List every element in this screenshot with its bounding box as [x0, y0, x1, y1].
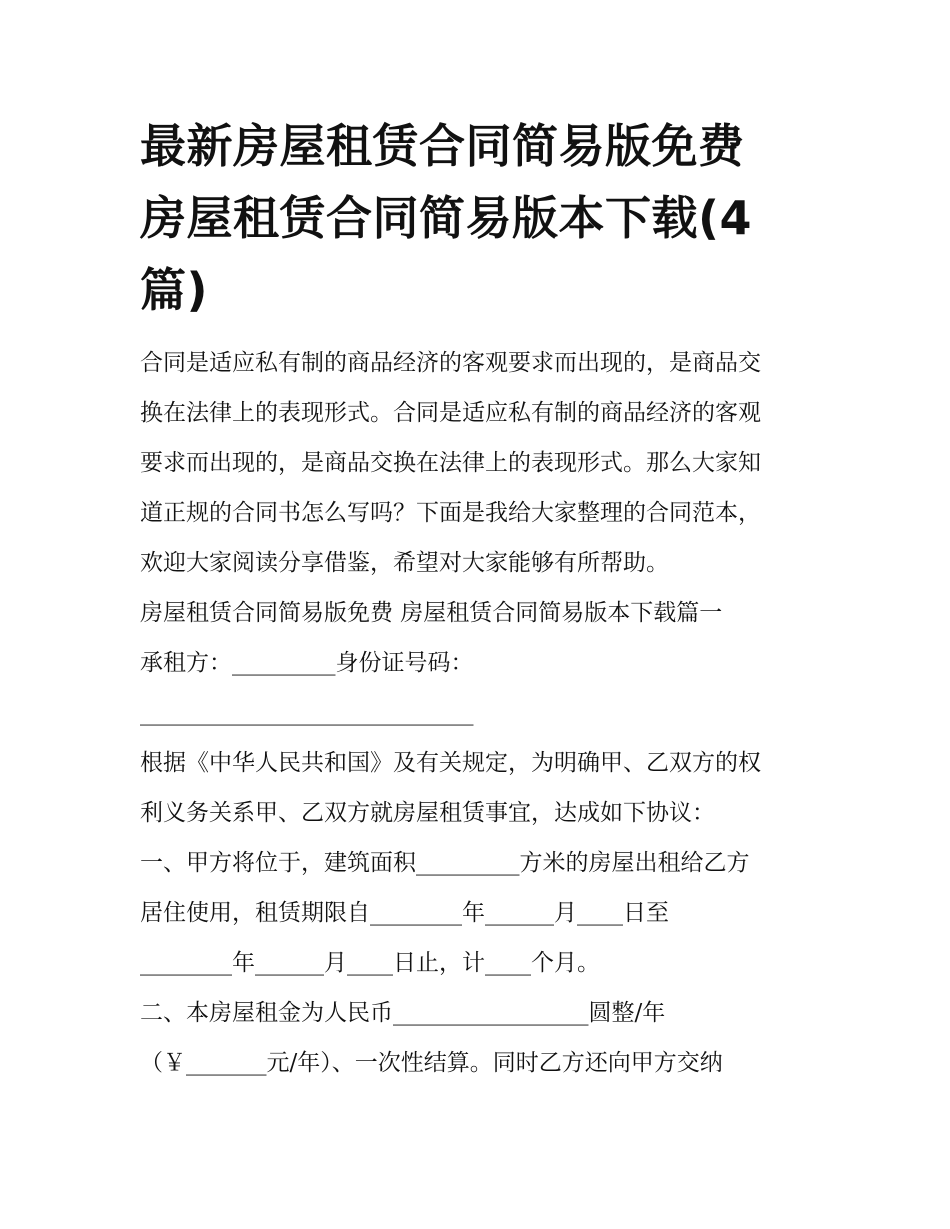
clause-line: ________年______月____日止，计____个月。	[140, 950, 600, 976]
tenant-line: 承租方：_________身份证号码：	[140, 650, 474, 676]
intro-line: 换在法律上的表现形式。合同是适应私有制的商品经济的客观	[140, 400, 761, 426]
document-page	[140, 110, 820, 1088]
intro-paragraph	[140, 338, 820, 588]
clause-line: （￥_______元/年）、一次性结算。同时乙方还向甲方交纳	[140, 1050, 723, 1076]
clause-line: 利义务关系甲、乙双方就房屋租赁事宜，达成如下协议：	[140, 800, 715, 826]
clause-line: 一、甲方将位于，建筑面积_________方米的房屋出租给乙方	[140, 850, 750, 876]
intro-line: 合同是适应私有制的商品经济的客观要求而出现的，是商品交	[140, 350, 761, 376]
clause-line: 二、本房屋租金为人民币_________________圆整/年	[140, 1000, 666, 1026]
section-heading: 房屋租赁合同简易版免费 房屋租赁合同简易版本下载篇一	[140, 600, 723, 626]
intro-line: 欢迎大家阅读分享借鉴，希望对大家能够有所帮助。	[140, 550, 669, 576]
document-title: 最新房屋租赁合同简易版免费 房屋租赁合同简易版本下载(4 篇)	[140, 119, 753, 317]
intro-line: 道正规的合同书怎么写吗？下面是我给大家整理的合同范本，	[140, 500, 761, 526]
contract-clauses	[140, 738, 820, 1088]
id-number-blank: _____________________________	[140, 700, 474, 726]
intro-line: 要求而出现的，是商品交换在法律上的表现形式。那么大家知	[140, 450, 761, 476]
clause-line: 居住使用，租赁期限自________年______月____日至	[140, 900, 669, 926]
clause-line: 根据《中华人民共和国》及有关规定，为明确甲、乙双方的权	[140, 750, 761, 776]
